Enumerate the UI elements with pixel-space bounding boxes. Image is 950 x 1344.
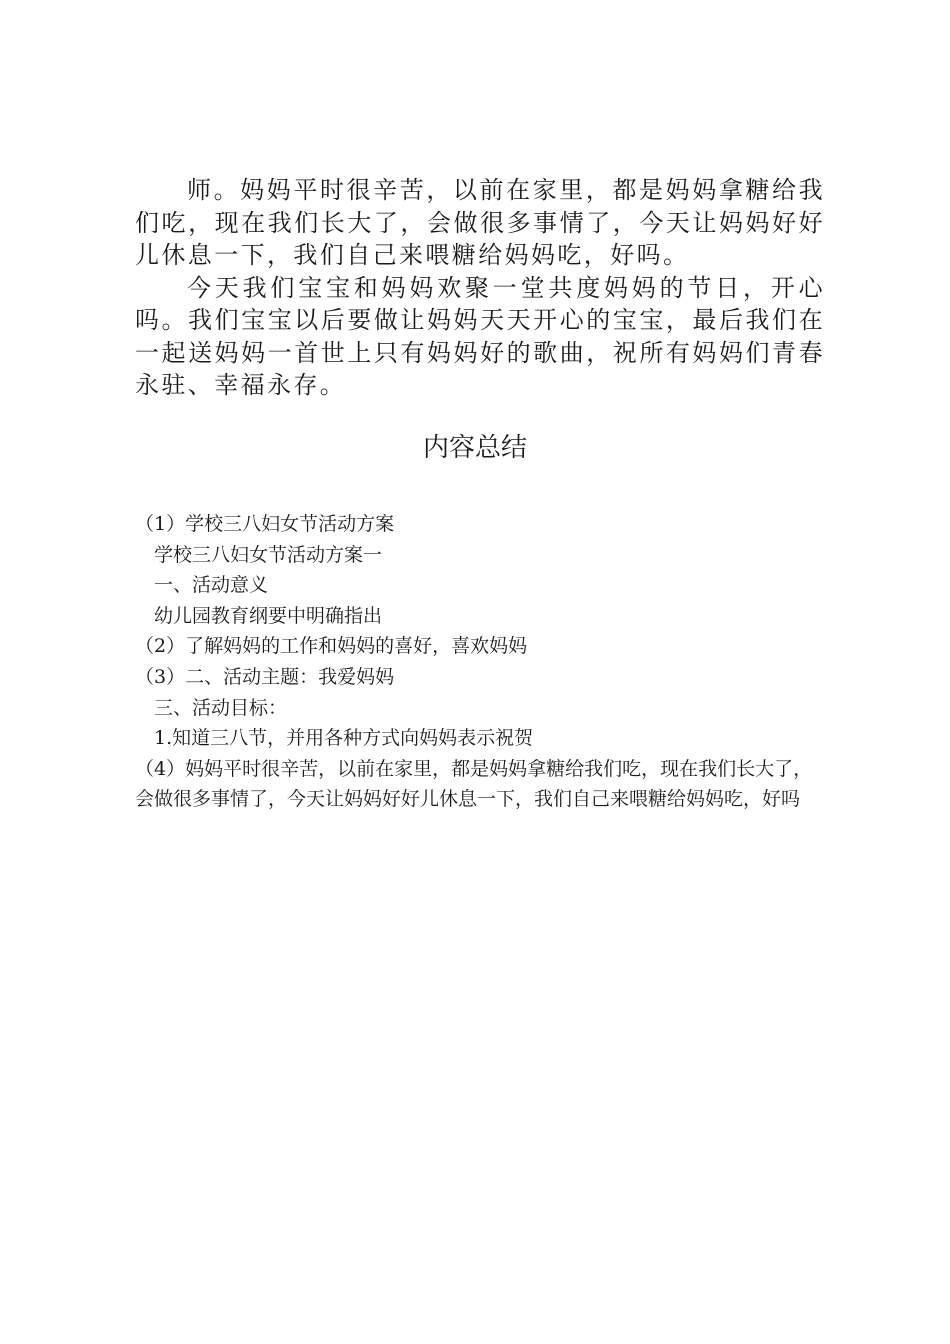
summary-line-1: （1）学校三八妇女节活动方案 <box>135 513 395 535</box>
summary-list <box>135 509 835 815</box>
summary-line-7: 三、活动目标： <box>154 696 288 719</box>
summary-line-5: （2）了解妈妈的工作和妈妈的喜好，喜欢妈妈 <box>135 635 528 658</box>
summary-line-4: 幼儿园教育纲要中明确指出 <box>154 604 383 627</box>
body-paragraph-1: 师。妈妈平时很辛苦，以前在家里，都是妈妈拿糖给我们吃，现在我们长大了，会做很多事情了，今天让妈妈好好儿休息一下，我们自己来喂糖给妈妈吃，好吗。 <box>135 176 825 269</box>
body-text <box>135 174 825 402</box>
summary-title: 内容总结 <box>422 433 527 463</box>
summary-line-9: （4）妈妈平时很辛苦，以前在家里，都是妈妈拿糖给我们吃，现在我们长大了，会做很多事情了，今天让妈妈好好儿休息一下，我们自己来喂糖给妈妈吃，好吗 <box>135 757 813 811</box>
summary-line-3: 一、活动意义 <box>154 574 269 597</box>
body-paragraph-2: 今天我们宝宝和妈妈欢聚一堂共度妈妈的节日，开心吗。我们宝宝以后要做让妈妈天天开心的宝宝，最后我们在一起送妈妈一首世上只有妈妈好的歌曲，祝所有妈妈们青春永驻、幸福永存。 <box>135 273 825 399</box>
summary-line-2: 学校三八妇女节活动方案一 <box>154 543 383 566</box>
summary-line-8: 1.知道三八节，并用各种方式向妈妈表示祝贺 <box>154 727 534 750</box>
summary-line-6: （3）二、活动主题：我爱妈妈 <box>135 665 395 688</box>
